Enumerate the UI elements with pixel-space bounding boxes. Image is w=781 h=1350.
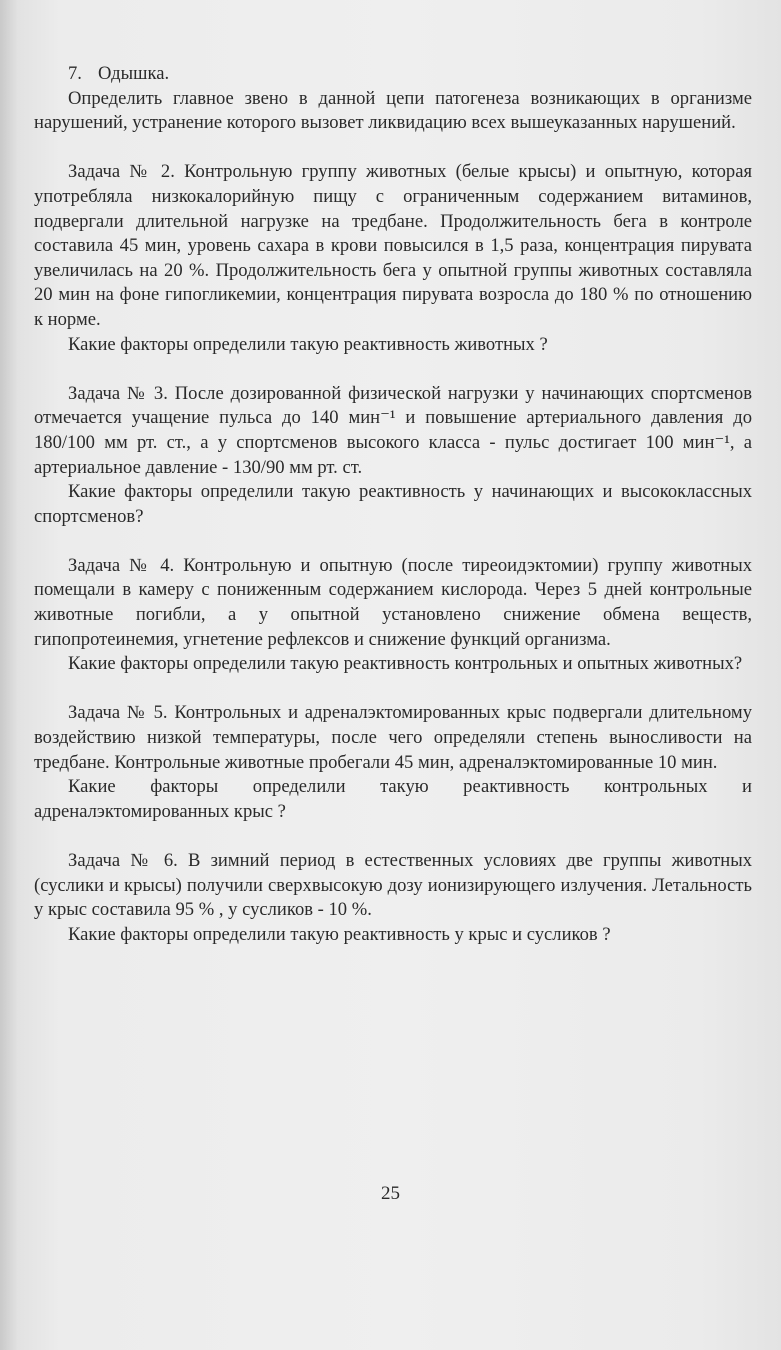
page-number: 25 bbox=[381, 1183, 400, 1204]
task-3-question: Какие факторы определили такую реактивность у начинающих и высококлассных спортсменов? bbox=[34, 481, 752, 527]
task-2-text: Задача № 2. Контрольную группу животных (белые крысы) и опытную, которая употребляла низкокалорийную пищу с ограниченным содержанием витаминов, подвергали длительной нагрузке на тредбане. Продолжительность бега в контроле составила 45 мин, уровень сахара в крови повысился в 1,5 раза, концентрация пирувата увеличилась на 20 %. Продолжительность бега у опытной группы животных составляла 20 мин на фоне гипогликемии, концентрация пирувата возросла до 180 % по отношению к норме. bbox=[34, 161, 752, 330]
page-content bbox=[34, 62, 752, 947]
task-6-question: Какие факторы определили такую реактивность у крыс и сусликов ? bbox=[68, 923, 611, 945]
task-5-question: Какие факторы определили такую реактивность контрольных и адреналэктомированных крыс ? bbox=[34, 776, 752, 822]
task-2-question: Какие факторы определили такую реактивность животных ? bbox=[68, 333, 548, 355]
task-6-text: Задача № 6. В зимний период в естественных условиях две группы животных (суслики и крысы) получили сверхвысокую дозу ионизирующего излучения. Летальность у крыс составила 95 % , у сусликов - 10 %. bbox=[34, 850, 752, 921]
task-3-text: Задача № 3. После дозированной физической нагрузки у начинающих спортсменов отмечается учащение пульса до 140 мин⁻¹ и повышение артериального давления до 180/100 мм рт. ст., а у спортсменов высокого класса - пульс достигает 100 мин⁻¹, а артериальное давление - 130/90 мм рт. ст. bbox=[34, 382, 752, 478]
intro-paragraph: Определить главное звено в данной цепи патогенеза возникающих в организме нарушений, устранение которого вызовет ликвидацию всех вышеуказанных нарушений. bbox=[34, 87, 752, 134]
list-item-number: 7. bbox=[68, 63, 82, 84]
task-4-text: Задача № 4. Контрольную и опытную (после тиреоидэктомии) группу животных помещали в камеру с пониженным содержанием кислорода. Через 5 дней контрольные животные погибли, а у опытной установлено снижение обмена веществ, гипопротеинемия, угнетение рефлексов и снижение функций организма. bbox=[34, 554, 752, 650]
list-item-7 bbox=[34, 62, 752, 87]
list-item-label: Одышка. bbox=[98, 63, 170, 84]
task-5-text: Задача № 5. Контрольных и адреналэктомированных крыс подвергали длительному воздействию низкой температуры, после чего определяли степень выносливости на тредбане. Контрольные животные пробегали 45 мин, адреналэктомированные 10 мин. bbox=[34, 702, 752, 773]
task-4-question: Какие факторы определили такую реактивность контрольных и опытных животных? bbox=[68, 653, 743, 675]
